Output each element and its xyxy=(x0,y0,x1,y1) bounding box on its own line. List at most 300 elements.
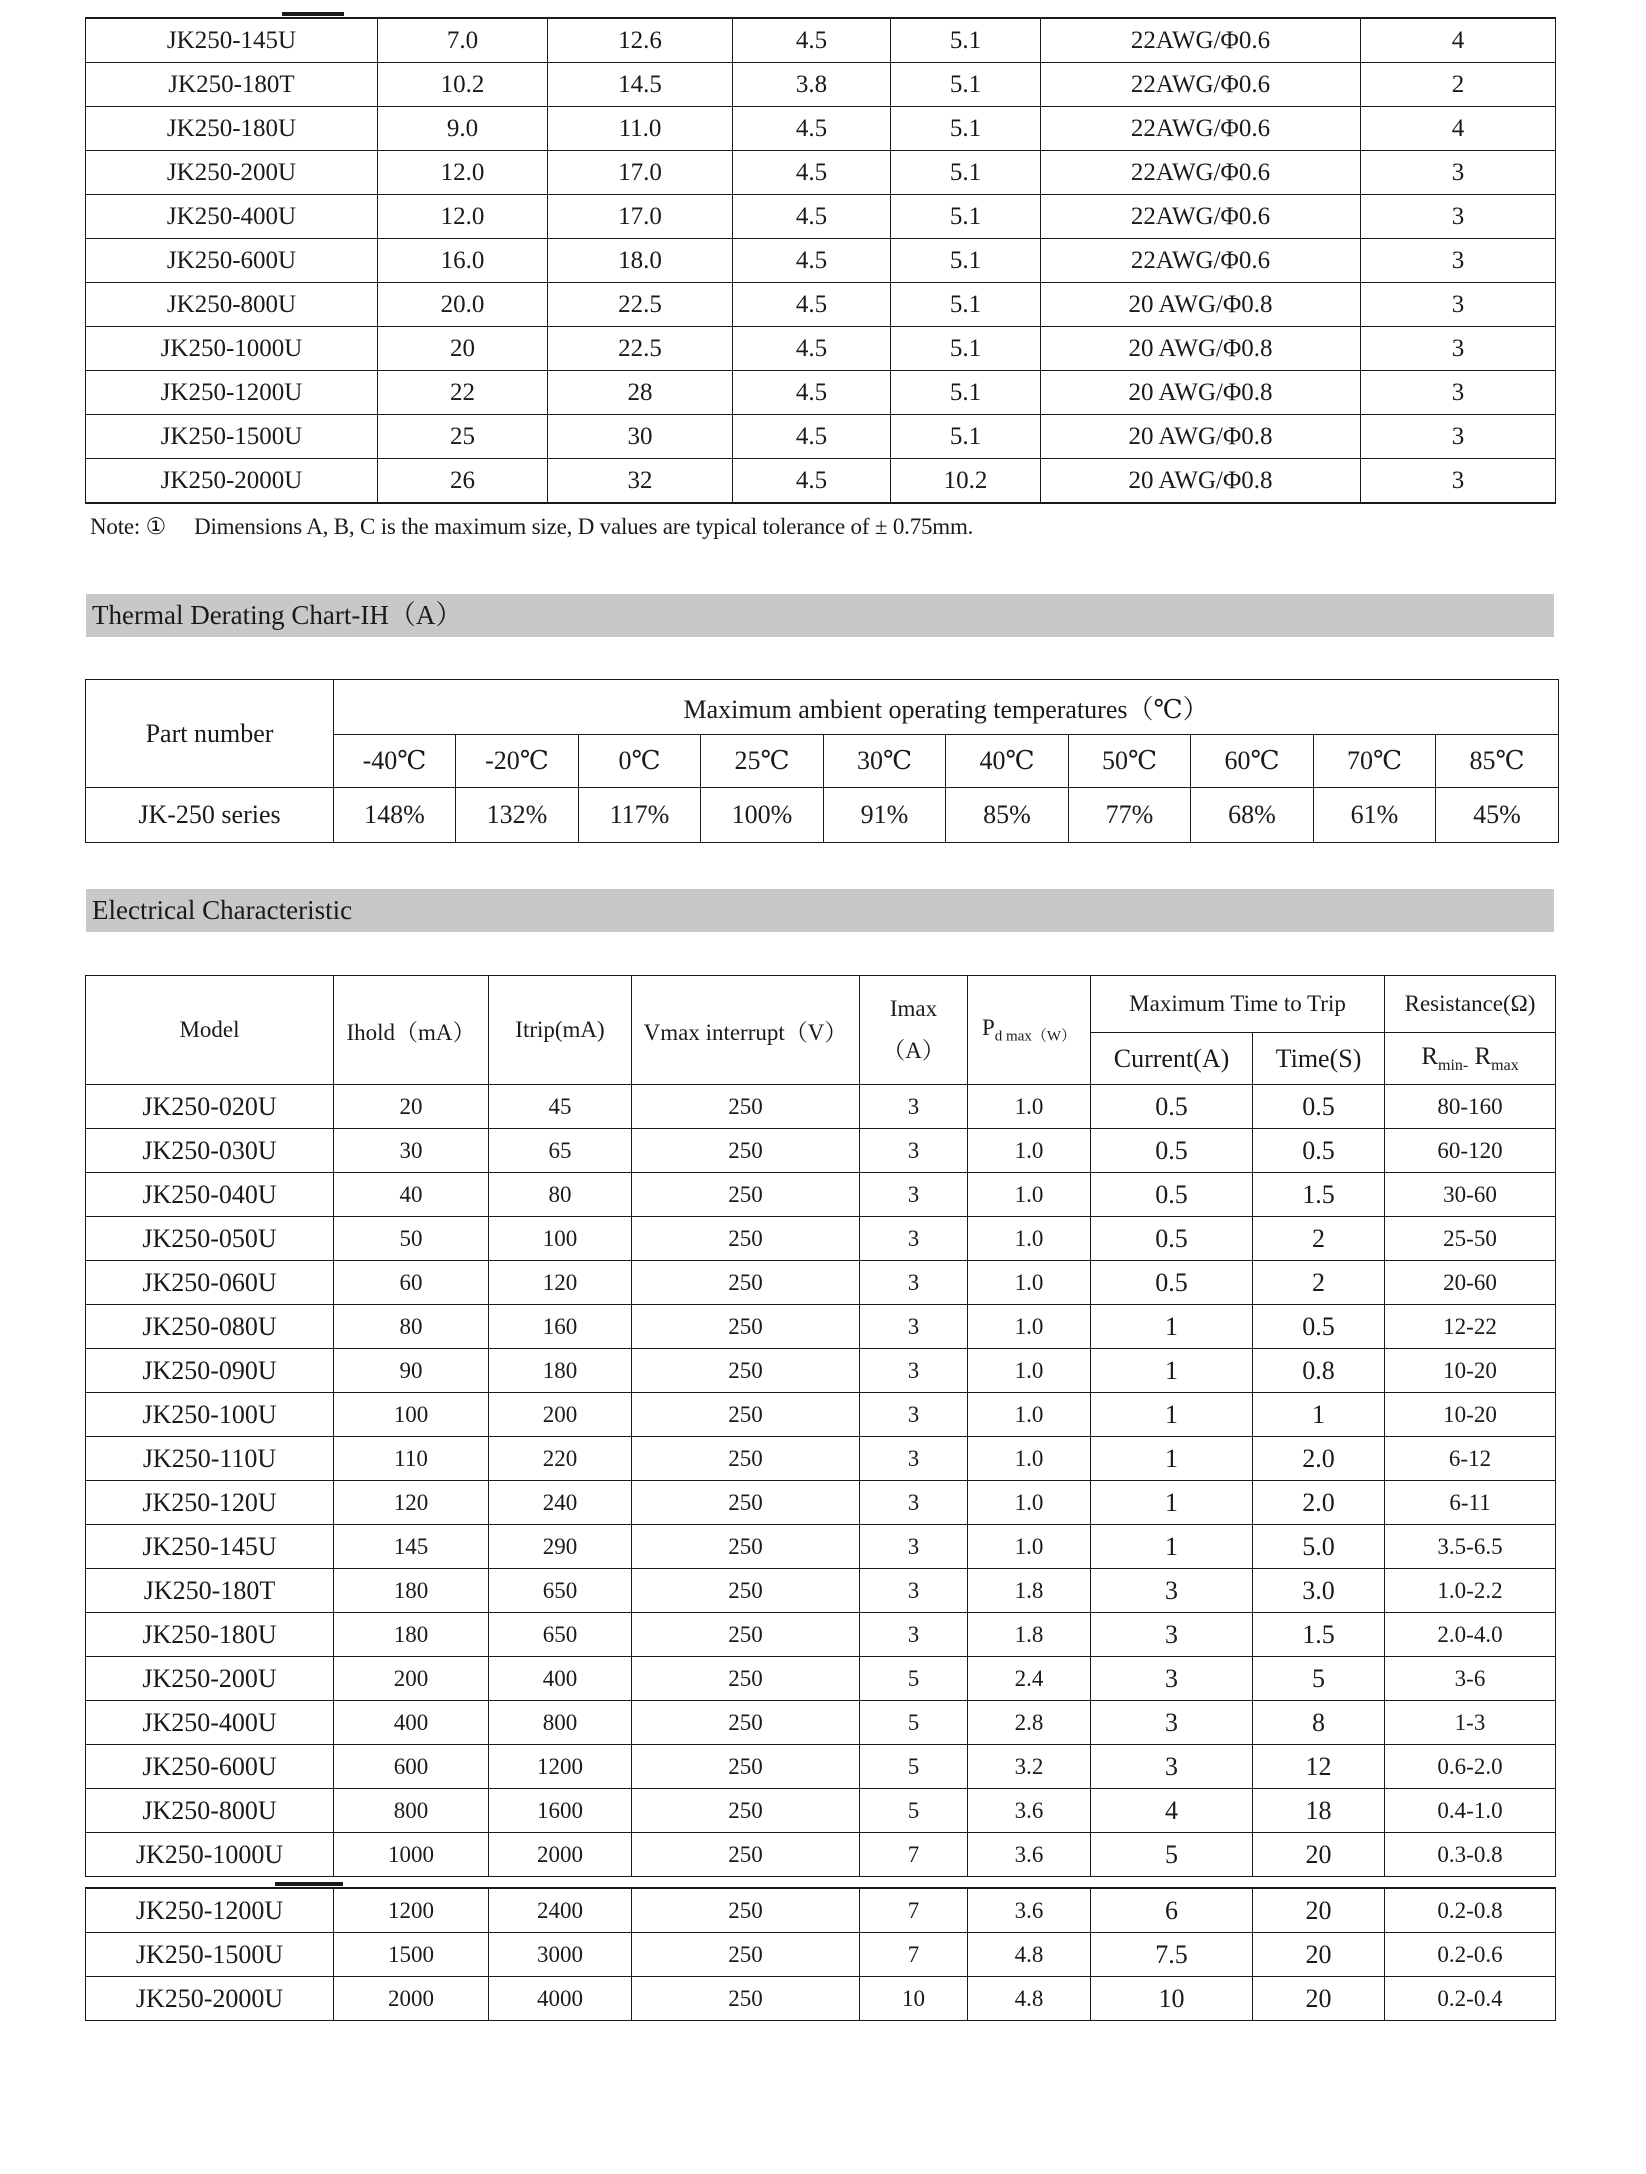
table-row xyxy=(86,1569,1556,1613)
table-cell: 1600 xyxy=(489,1789,632,1833)
table-cell: 6-11 xyxy=(1385,1481,1556,1525)
table-cell: 0.5 xyxy=(1091,1173,1253,1217)
table-cell: 5.1 xyxy=(891,371,1041,415)
table-cell: 2.8 xyxy=(968,1701,1091,1745)
table-cell: JK250-060U xyxy=(86,1261,334,1305)
table-cell: 0.6-2.0 xyxy=(1385,1745,1556,1789)
table-cell: 0.5 xyxy=(1091,1085,1253,1129)
table-cell: 800 xyxy=(334,1789,489,1833)
electrical-continued-body xyxy=(86,1888,1556,2021)
table-cell: 3 xyxy=(860,1393,968,1437)
table-cell: 3 xyxy=(860,1349,968,1393)
page-break-mark-2 xyxy=(275,1882,343,1886)
table-cell: 16.0 xyxy=(378,239,548,283)
table-cell: 12.0 xyxy=(378,151,548,195)
table-cell: 5.1 xyxy=(891,239,1041,283)
table-row xyxy=(86,1393,1556,1437)
table-cell: 3 xyxy=(860,1569,968,1613)
temperature-header: 50℃ xyxy=(1069,735,1191,788)
table-cell: JK250-1200U xyxy=(86,371,378,415)
table-cell: 250 xyxy=(632,1393,860,1437)
temperature-header: -20℃ xyxy=(456,735,579,788)
table-cell: 250 xyxy=(632,1657,860,1701)
table-cell: 1 xyxy=(1253,1393,1385,1437)
table-row xyxy=(86,195,1556,239)
table-cell: 20 AWG/Φ0.8 xyxy=(1041,327,1361,371)
note-text: Dimensions A, B, C is the maximum size, D values are typical tolerance of ± 0.75mm. xyxy=(194,514,974,539)
table-cell: 3.8 xyxy=(733,63,891,107)
table-cell: 3.2 xyxy=(968,1745,1091,1789)
table-cell: 0.2-0.8 xyxy=(1385,1888,1556,1933)
table-cell: 3 xyxy=(1361,371,1556,415)
table-cell: 250 xyxy=(632,1789,860,1833)
pd-main: P xyxy=(981,1014,995,1040)
table-cell: 9.0 xyxy=(378,107,548,151)
table-cell: 1200 xyxy=(489,1745,632,1789)
table-row xyxy=(86,327,1556,371)
table-row xyxy=(86,18,1556,63)
table-cell: 3-6 xyxy=(1385,1657,1556,1701)
table-cell: 3.0 xyxy=(1253,1569,1385,1613)
table-cell: 22AWG/Φ0.6 xyxy=(1041,18,1361,63)
table-cell: 100 xyxy=(489,1217,632,1261)
vmax-header: Vmax interrupt（V） xyxy=(632,976,860,1085)
temperature-header: -40℃ xyxy=(334,735,456,788)
table-cell: 17.0 xyxy=(548,195,733,239)
table-cell: 4000 xyxy=(489,1977,632,2021)
table-cell: 110 xyxy=(334,1437,489,1481)
dimension-table xyxy=(85,17,1556,504)
table-cell: 11.0 xyxy=(548,107,733,151)
table-cell: JK250-600U xyxy=(86,239,378,283)
table-cell: 20 AWG/Φ0.8 xyxy=(1041,283,1361,327)
table-cell: 5.1 xyxy=(891,18,1041,63)
table-cell: 5 xyxy=(860,1745,968,1789)
series-label: JK-250 series xyxy=(86,788,334,843)
pd-sub: d max（W） xyxy=(994,1028,1077,1045)
derating-value: 100% xyxy=(701,788,824,843)
itrip-header: Itrip(mA) xyxy=(489,976,632,1085)
table-cell: 2400 xyxy=(489,1888,632,1933)
table-row xyxy=(86,1173,1556,1217)
table-cell: 60-120 xyxy=(1385,1129,1556,1173)
table-cell: 7.0 xyxy=(378,18,548,63)
temperature-header: 0℃ xyxy=(579,735,701,788)
table-cell: 90 xyxy=(334,1349,489,1393)
table-cell: 12.0 xyxy=(378,195,548,239)
table-cell: JK250-180T xyxy=(86,63,378,107)
table-cell: 250 xyxy=(632,1261,860,1305)
table-cell: 20 xyxy=(1253,1977,1385,2021)
table-cell: 5 xyxy=(860,1701,968,1745)
imax-header xyxy=(860,976,968,1085)
time-header: Time(S) xyxy=(1253,1033,1385,1085)
table-cell: 220 xyxy=(489,1437,632,1481)
table-cell: 1 xyxy=(1091,1437,1253,1481)
table-cell: 3 xyxy=(1361,459,1556,504)
table-cell: 3 xyxy=(1361,195,1556,239)
table-cell: 160 xyxy=(489,1305,632,1349)
r-max-sub: max xyxy=(1491,1056,1519,1074)
table-cell: JK250-1000U xyxy=(86,1833,334,1877)
table-cell: 5.1 xyxy=(891,63,1041,107)
table-cell: 7 xyxy=(860,1933,968,1977)
dimension-note xyxy=(90,514,973,540)
table-cell: 1.0 xyxy=(968,1085,1091,1129)
table-cell: JK250-400U xyxy=(86,195,378,239)
table-cell: 250 xyxy=(632,1613,860,1657)
table-cell: 0.5 xyxy=(1091,1129,1253,1173)
table-cell: JK250-180T xyxy=(86,1569,334,1613)
table-cell: 200 xyxy=(489,1393,632,1437)
table-cell: 22AWG/Φ0.6 xyxy=(1041,239,1361,283)
table-cell: 250 xyxy=(632,1305,860,1349)
table-cell: 25 xyxy=(378,415,548,459)
r-min-sub: min- xyxy=(1438,1056,1469,1074)
table-cell: 250 xyxy=(632,1569,860,1613)
table-cell: 650 xyxy=(489,1569,632,1613)
table-cell: 12.6 xyxy=(548,18,733,63)
table-cell: 32 xyxy=(548,459,733,504)
ihold-header: Ihold（mA） xyxy=(334,976,489,1085)
table-cell: 4.8 xyxy=(968,1977,1091,2021)
table-cell: 0.4-1.0 xyxy=(1385,1789,1556,1833)
table-cell: 20 xyxy=(1253,1888,1385,1933)
table-cell: 10.2 xyxy=(891,459,1041,504)
table-cell: JK250-200U xyxy=(86,151,378,195)
temperature-header: 60℃ xyxy=(1191,735,1314,788)
derating-value: 91% xyxy=(824,788,946,843)
table-cell: 250 xyxy=(632,1888,860,1933)
table-row xyxy=(86,1305,1556,1349)
part-number-header: Part number xyxy=(86,680,334,788)
table-cell: 3.6 xyxy=(968,1888,1091,1933)
table-cell: 2 xyxy=(1253,1217,1385,1261)
table-row xyxy=(86,1437,1556,1481)
table-row xyxy=(86,1745,1556,1789)
table-row xyxy=(86,1349,1556,1393)
electrical-table xyxy=(85,975,1556,1877)
temperature-header: 30℃ xyxy=(824,735,946,788)
table-cell: 1.0 xyxy=(968,1261,1091,1305)
derating-value: 68% xyxy=(1191,788,1314,843)
table-cell: 0.5 xyxy=(1253,1129,1385,1173)
note-prefix: Note: ① xyxy=(90,514,167,539)
table-cell: 1.0 xyxy=(968,1305,1091,1349)
table-cell: 20 xyxy=(1253,1933,1385,1977)
table-row xyxy=(86,415,1556,459)
table-cell: 4.8 xyxy=(968,1933,1091,1977)
table-cell: 4.5 xyxy=(733,371,891,415)
table-cell: JK250-020U xyxy=(86,1085,334,1129)
table-cell: JK250-120U xyxy=(86,1481,334,1525)
table-cell: 20 xyxy=(1253,1833,1385,1877)
table-cell: 5 xyxy=(1253,1657,1385,1701)
table-cell: 3 xyxy=(1361,415,1556,459)
table-row xyxy=(86,459,1556,504)
table-cell: JK250-100U xyxy=(86,1393,334,1437)
table-cell: 1 xyxy=(1091,1525,1253,1569)
table-row xyxy=(86,1217,1556,1261)
table-cell: 2.0 xyxy=(1253,1437,1385,1481)
table-cell: 1.0 xyxy=(968,1349,1091,1393)
table-cell: 3 xyxy=(1361,239,1556,283)
table-cell: 80 xyxy=(489,1173,632,1217)
table-cell: 3 xyxy=(1361,327,1556,371)
table-cell: 180 xyxy=(334,1613,489,1657)
table-cell: 3 xyxy=(860,1261,968,1305)
table-cell: 1.8 xyxy=(968,1613,1091,1657)
table-row xyxy=(86,239,1556,283)
derating-value: 77% xyxy=(1069,788,1191,843)
table-cell: 4 xyxy=(1091,1789,1253,1833)
table-cell: 60 xyxy=(334,1261,489,1305)
table-cell: 20-60 xyxy=(1385,1261,1556,1305)
electrical-section-header xyxy=(86,889,1554,932)
table-row xyxy=(86,1789,1556,1833)
derating-value: 45% xyxy=(1436,788,1559,843)
table-cell: 0.5 xyxy=(1091,1217,1253,1261)
table-cell: 4.5 xyxy=(733,195,891,239)
table-row xyxy=(86,63,1556,107)
table-cell: 250 xyxy=(632,1977,860,2021)
current-header: Current(A) xyxy=(1091,1033,1253,1085)
table-cell: 200 xyxy=(334,1657,489,1701)
table-cell: 1 xyxy=(1091,1393,1253,1437)
table-cell: 145 xyxy=(334,1525,489,1569)
table-cell: 1000 xyxy=(334,1833,489,1877)
table-cell: 5 xyxy=(860,1657,968,1701)
temperature-header: 25℃ xyxy=(701,735,824,788)
table-cell: 2.0 xyxy=(1253,1481,1385,1525)
temperature-header: 70℃ xyxy=(1314,735,1436,788)
table-cell: 5.1 xyxy=(891,195,1041,239)
table-cell: 250 xyxy=(632,1701,860,1745)
temperature-header: 85℃ xyxy=(1436,735,1559,788)
table-cell: 3 xyxy=(860,1525,968,1569)
table-cell: 80-160 xyxy=(1385,1085,1556,1129)
table-cell: 3 xyxy=(1091,1657,1253,1701)
table-cell: 8 xyxy=(1253,1701,1385,1745)
table-cell: 120 xyxy=(334,1481,489,1525)
table-cell: 3 xyxy=(860,1305,968,1349)
table-cell: 400 xyxy=(334,1701,489,1745)
table-cell: 20 AWG/Φ0.8 xyxy=(1041,459,1361,504)
table-cell: 100 xyxy=(334,1393,489,1437)
page-break-mark xyxy=(282,12,344,16)
table-cell: 22.5 xyxy=(548,283,733,327)
table-cell: 600 xyxy=(334,1745,489,1789)
table-cell: 1.0 xyxy=(968,1129,1091,1173)
table-cell: JK250-145U xyxy=(86,1525,334,1569)
table-cell: 14.5 xyxy=(548,63,733,107)
table-cell: 10 xyxy=(1091,1977,1253,2021)
table-cell: JK250-200U xyxy=(86,1657,334,1701)
table-cell: 2 xyxy=(1253,1261,1385,1305)
table-cell: 240 xyxy=(489,1481,632,1525)
table-cell: 250 xyxy=(632,1833,860,1877)
table-cell: 250 xyxy=(632,1217,860,1261)
table-cell: 3 xyxy=(860,1613,968,1657)
table-cell: 50 xyxy=(334,1217,489,1261)
table-cell: 4.5 xyxy=(733,415,891,459)
table-cell: 22AWG/Φ0.6 xyxy=(1041,107,1361,151)
r-max-main: R xyxy=(1468,1042,1492,1070)
table-cell: 20 xyxy=(334,1085,489,1129)
table-cell: 20 AWG/Φ0.8 xyxy=(1041,371,1361,415)
table-row xyxy=(86,1481,1556,1525)
table-cell: 4.5 xyxy=(733,327,891,371)
table-cell: 1.0 xyxy=(968,1173,1091,1217)
table-cell: 1.0-2.2 xyxy=(1385,1569,1556,1613)
table-cell: JK250-1500U xyxy=(86,415,378,459)
table-cell: 5.1 xyxy=(891,415,1041,459)
table-cell: 6-12 xyxy=(1385,1437,1556,1481)
table-cell: 3 xyxy=(1361,283,1556,327)
table-cell: 5.1 xyxy=(891,107,1041,151)
table-cell: 3 xyxy=(1091,1745,1253,1789)
electrical-section-title: Electrical Characteristic xyxy=(92,895,353,925)
table-cell: 250 xyxy=(632,1437,860,1481)
pd-max-header xyxy=(968,976,1091,1085)
table-cell: 1 xyxy=(1091,1305,1253,1349)
table-cell: 4.5 xyxy=(733,283,891,327)
table-cell: 1.0 xyxy=(968,1217,1091,1261)
imax-label: Imax xyxy=(889,996,938,1021)
table-cell: JK250-2000U xyxy=(86,1977,334,2021)
table-cell: 22 xyxy=(378,371,548,415)
table-cell: 3 xyxy=(860,1129,968,1173)
table-cell: 12-22 xyxy=(1385,1305,1556,1349)
table-cell: 250 xyxy=(632,1085,860,1129)
temperature-header: 40℃ xyxy=(946,735,1069,788)
thermal-derating-table xyxy=(85,679,1559,843)
table-row xyxy=(86,1613,1556,1657)
table-cell: 1500 xyxy=(334,1933,489,1977)
table-cell: 1-3 xyxy=(1385,1701,1556,1745)
table-cell: 3000 xyxy=(489,1933,632,1977)
table-cell: 0.8 xyxy=(1253,1349,1385,1393)
derating-value: 61% xyxy=(1314,788,1436,843)
table-cell: 3.5-6.5 xyxy=(1385,1525,1556,1569)
table-cell: 1.0 xyxy=(968,1525,1091,1569)
table-cell: 250 xyxy=(632,1173,860,1217)
table-cell: 800 xyxy=(489,1701,632,1745)
table-cell: 4.5 xyxy=(733,18,891,63)
table-cell: JK250-1200U xyxy=(86,1888,334,1933)
table-row xyxy=(86,1888,1556,1933)
table-cell: JK250-090U xyxy=(86,1349,334,1393)
derating-value: 132% xyxy=(456,788,579,843)
table-cell: 3 xyxy=(860,1437,968,1481)
table-cell: 250 xyxy=(632,1349,860,1393)
max-time-to-trip-header: Maximum Time to Trip xyxy=(1091,976,1385,1033)
table-row xyxy=(86,1085,1556,1129)
table-cell: JK250-080U xyxy=(86,1305,334,1349)
table-cell: 5.1 xyxy=(891,327,1041,371)
table-cell: 3 xyxy=(1091,1701,1253,1745)
resistance-header: Resistance(Ω) xyxy=(1385,976,1556,1033)
table-cell: 1.5 xyxy=(1253,1173,1385,1217)
table-cell: JK250-050U xyxy=(86,1217,334,1261)
table-cell: JK250-030U xyxy=(86,1129,334,1173)
table-cell: 2000 xyxy=(334,1977,489,2021)
table-row xyxy=(86,1701,1556,1745)
table-cell: 3 xyxy=(860,1173,968,1217)
table-cell: 120 xyxy=(489,1261,632,1305)
table-cell: 5.0 xyxy=(1253,1525,1385,1569)
table-cell: 22AWG/Φ0.6 xyxy=(1041,195,1361,239)
table-cell: 1.5 xyxy=(1253,1613,1385,1657)
table-cell: 12 xyxy=(1253,1745,1385,1789)
table-cell: JK250-180U xyxy=(86,1613,334,1657)
table-cell: 1.0 xyxy=(968,1393,1091,1437)
table-cell: 250 xyxy=(632,1525,860,1569)
table-cell: 30 xyxy=(548,415,733,459)
table-cell: JK250-145U xyxy=(86,18,378,63)
table-row xyxy=(86,1525,1556,1569)
table-row xyxy=(86,371,1556,415)
table-cell: 3 xyxy=(860,1217,968,1261)
table-cell: 18 xyxy=(1253,1789,1385,1833)
table-row xyxy=(86,1933,1556,1977)
table-cell: 650 xyxy=(489,1613,632,1657)
table-cell: 7 xyxy=(860,1833,968,1877)
table-cell: JK250-110U xyxy=(86,1437,334,1481)
table-cell: 65 xyxy=(489,1129,632,1173)
table-cell: 250 xyxy=(632,1745,860,1789)
table-cell: JK250-800U xyxy=(86,1789,334,1833)
table-cell: 0.2-0.4 xyxy=(1385,1977,1556,2021)
table-cell: 180 xyxy=(489,1349,632,1393)
table-cell: 45 xyxy=(489,1085,632,1129)
table-cell: 7 xyxy=(860,1888,968,1933)
table-cell: JK250-800U xyxy=(86,283,378,327)
table-cell: JK250-600U xyxy=(86,1745,334,1789)
derating-value: 85% xyxy=(946,788,1069,843)
table-row xyxy=(86,1977,1556,2021)
table-cell: 18.0 xyxy=(548,239,733,283)
table-cell: 7.5 xyxy=(1091,1933,1253,1977)
thermal-section-header xyxy=(86,594,1554,637)
table-cell: 3 xyxy=(1091,1569,1253,1613)
table-cell: 0.5 xyxy=(1253,1085,1385,1129)
table-cell: 2.0-4.0 xyxy=(1385,1613,1556,1657)
table-cell: 1 xyxy=(1091,1481,1253,1525)
table-cell: 22.5 xyxy=(548,327,733,371)
table-cell: 3.6 xyxy=(968,1833,1091,1877)
derating-value: 148% xyxy=(334,788,456,843)
table-cell: 20 xyxy=(378,327,548,371)
table-cell: 4 xyxy=(1361,18,1556,63)
table-cell: 250 xyxy=(632,1481,860,1525)
table-cell: 30-60 xyxy=(1385,1173,1556,1217)
thermal-section-title: Thermal Derating Chart-IH（A） xyxy=(92,600,463,630)
table-cell: 0.5 xyxy=(1091,1261,1253,1305)
table-cell: JK250-040U xyxy=(86,1173,334,1217)
table-cell: 180 xyxy=(334,1569,489,1613)
table-cell: 4.5 xyxy=(733,459,891,504)
table-cell: 1200 xyxy=(334,1888,489,1933)
table-cell: 10 xyxy=(860,1977,968,2021)
table-cell: 0.5 xyxy=(1253,1305,1385,1349)
table-cell: 290 xyxy=(489,1525,632,1569)
table-cell: 1 xyxy=(1091,1349,1253,1393)
table-cell: 30 xyxy=(334,1129,489,1173)
table-cell: 1.8 xyxy=(968,1569,1091,1613)
model-header: Model xyxy=(86,976,334,1085)
table-cell: 0.2-0.6 xyxy=(1385,1933,1556,1977)
